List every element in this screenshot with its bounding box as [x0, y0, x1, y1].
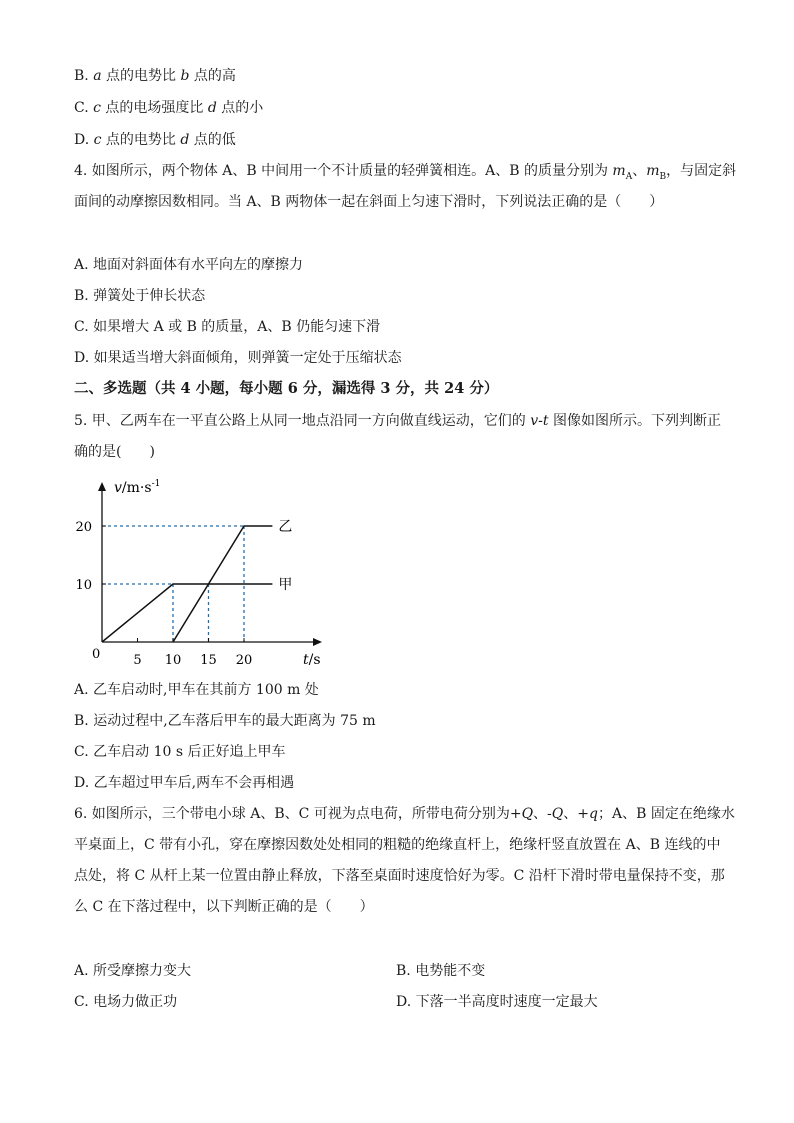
chart-labels: [92, 479, 321, 668]
q6-option-c: C. 电场力做正功: [74, 994, 178, 1010]
q3-option-d-post: 点的低: [189, 132, 236, 148]
series-line-jia: [102, 584, 272, 642]
series-label-yi: 乙: [278, 519, 293, 535]
q6-option-b: B. 电势能不变: [396, 963, 486, 979]
q3-option-b-var1: a: [93, 68, 102, 84]
q3-option-c-var2: d: [207, 100, 217, 116]
q3-option-b-prefix: B.: [74, 68, 94, 84]
x-axis-label-unit: /s: [308, 652, 321, 668]
y-tick-label-10: 10: [75, 578, 92, 593]
q6-stem-line1: [74, 804, 735, 824]
q6-option-a: A. 所受摩擦力变大: [74, 963, 192, 979]
chart-series: [102, 519, 292, 642]
q6-stem-line3: 点处，将 C 从杆上某一位置由静止释放，下落至桌面时速度恰好为零。C 沿杆下滑时带电量保持不变，那: [74, 868, 725, 884]
x-axis-label-var: t: [303, 652, 309, 668]
q5-option-a: A. 乙车启动时,甲车在其前方 100 m 处: [74, 682, 319, 698]
q4-option-c: C. 如果增大 A 或 B 的质量，A、B 仍能匀速下滑: [74, 319, 381, 335]
q6-option-d: D. 下落一半高度时速度一定最大: [396, 994, 598, 1010]
q6-sep1: 、-: [533, 806, 552, 822]
q3-option-c: [74, 98, 263, 118]
y-axis-label-unit: /m·s: [121, 480, 152, 496]
q3-option-d-var2: d: [180, 132, 190, 148]
q4-stem-line1: [74, 161, 737, 187]
q3-option-d-var1: c: [93, 132, 102, 148]
q4-mass-symbol-a: m: [612, 163, 626, 179]
q5-option-c: C. 乙车启动 10 s 后正好追上甲车: [74, 744, 286, 760]
q4-option-a: A. 地面对斜面体有水平向左的摩擦力: [74, 257, 304, 273]
x-axis-label: [303, 652, 321, 668]
q6-stem-line4: 么 C 在下落过程中，以下判断正确的是（ ）: [74, 899, 374, 915]
q5-stem-text: 5. 甲、乙两车在一平直公路上从同一地点沿同一方向做直线运动，它们的: [74, 413, 531, 429]
q4-mass-sub-b: B: [659, 171, 667, 182]
q3-option-b-post: 点的高: [189, 68, 236, 84]
y-axis-label-var: v: [114, 480, 122, 496]
q3-option-c-prefix: C.: [74, 100, 94, 116]
x-tick-label-15: 15: [200, 653, 217, 668]
y-tick-label-20: 20: [75, 520, 92, 535]
q6-sep2: 、+: [563, 806, 589, 822]
y-axis-label: [114, 479, 160, 496]
vt-chart: [60, 472, 360, 682]
q5-stem-line2: 确的是( ): [74, 444, 155, 460]
q3-option-c-mid: 点的电场强度比: [100, 100, 208, 116]
section-heading-multi-choice: 二、多选题（共 4 小题，每小题 6 分，漏选得 3 分，共 24 分）: [74, 380, 499, 397]
q3-option-c-var1: c: [93, 100, 101, 116]
q6-charge-q3: q: [589, 806, 598, 822]
q6-charge-q1: Q: [521, 806, 534, 822]
q3-option-c-post: 点的小: [216, 100, 264, 116]
q4-mass-sub-a: A: [625, 171, 633, 182]
q5-stem-line1: [74, 411, 724, 431]
q3-option-b: [74, 66, 236, 86]
y-axis-label-exp: -1: [151, 479, 161, 489]
q4-stem-text: 4. 如图所示，两个物体 A、B 中间用一个不计质量的轻弹簧相连。A、B 的质量分别为: [74, 163, 613, 179]
q3-option-b-var2: b: [180, 68, 190, 84]
q4-stem-line2: 面间的动摩擦因数相同。当 A、B 两物体一起在斜面上匀速下滑时，下列说法正确的是（ ）: [74, 194, 664, 210]
y-axis-arrow-icon: [98, 482, 106, 491]
q4-option-b: B. 弹簧处于伸长状态: [74, 288, 206, 304]
x-tick-label-20: 20: [235, 653, 253, 668]
q4-mass-separator: 、: [632, 163, 647, 179]
q4-stem-tail: ，与固定斜: [666, 163, 737, 179]
series-label-jia: 甲: [278, 577, 293, 593]
q3-option-d-mid: 点的电势比: [101, 132, 181, 148]
q3-option-d: [74, 130, 236, 150]
x-axis-arrow-icon: [313, 638, 322, 646]
q6-charge-q2: Q: [551, 806, 564, 822]
origin-label: 0: [92, 647, 101, 662]
q5-option-d: D. 乙车超过甲车后,两车不会再相遇: [74, 775, 295, 791]
chart-axes: [98, 482, 322, 646]
x-tick-label-5: 5: [133, 653, 142, 668]
q6-stem-line2: 平桌面上，C 带有小孔，穿在摩擦因数处处相同的粗糙的绝缘直杆上，绝缘杆竖直放置在 A、B 连线的中: [74, 837, 721, 853]
q5-option-b: B. 运动过程中,乙车落后甲车的最大距离为 75 m: [74, 713, 376, 729]
q3-option-b-mid: 点的电势比: [101, 68, 181, 84]
q5-stem-tail: 图像如图所示。下列判断正: [548, 413, 721, 429]
q6-stem-tail: ；A、B 固定在绝缘水: [597, 806, 735, 822]
x-tick-label-10: 10: [164, 653, 182, 668]
q3-option-d-prefix: D.: [74, 132, 94, 148]
q6-stem-text: 6. 如图所示，三个带电小球 A、B、C 可视为点电荷，所带电荷分别为+: [74, 806, 522, 822]
q4-option-d: D. 如果适当增大斜面倾角，则弹簧一定处于压缩状态: [74, 350, 402, 366]
q5-vt-symbol: v-t: [530, 413, 549, 429]
q4-mass-symbol-b: m: [646, 163, 660, 179]
